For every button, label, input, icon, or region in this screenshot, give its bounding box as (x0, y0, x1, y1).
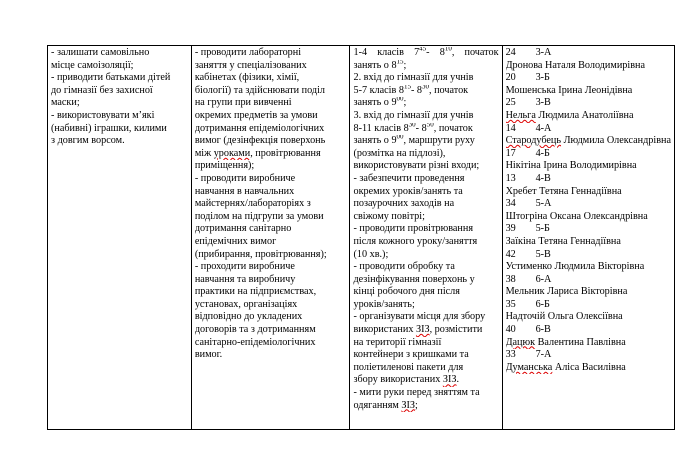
teacher-class-row (506, 173, 671, 186)
room-number: 33 (505, 349, 516, 361)
permission-line: епідемічних вимог (194, 235, 277, 247)
room-number: 24 (505, 47, 516, 58)
teacher-class-row (506, 249, 671, 262)
measure-line: кінці робочого дня після (353, 286, 460, 298)
teacher-name: Стародубець Людмила Олександрівна (505, 135, 671, 147)
prohibition-line: місце самоізоляції; (51, 59, 134, 71)
permissions-list (195, 47, 347, 362)
schedule-item-3-line-1: 3. вхід до гімназії для учнів (353, 109, 474, 121)
schedule-item-2-line-1: 2. вхід до гімназії для учнів (353, 72, 474, 84)
teacher-class-row (506, 198, 671, 211)
class-label: 6-Б (535, 298, 550, 310)
teacher-class-row (506, 97, 671, 110)
permission-line: вимог (дезінфекція поверхонь (194, 135, 326, 147)
permission-line: між уроками, провітрювання (194, 147, 321, 159)
permission-line: (прибирання, провітрювання); (194, 248, 327, 260)
teacher-class-row (506, 223, 671, 236)
teacher-class-row (506, 148, 671, 161)
prohibition-line: - використовувати м’які (51, 109, 155, 121)
measure-line: контейнери з кришками та (353, 349, 469, 361)
teacher-name: Думанська Аліса Василівна (505, 361, 626, 373)
teacher-name: Хребет Тетяна Геннадіївна (505, 185, 622, 197)
teacher-name: Мошенська Ірина Леонідівна (505, 84, 633, 96)
permission-line: санітарно-епідеміологічних (194, 336, 316, 348)
permission-line: установах, організаціях (194, 298, 298, 310)
permission-line: дотримання епідеміологічних (194, 122, 325, 134)
teacher-name: Надточій Ольга Олексіївна (505, 311, 623, 323)
teacher-name: Мельник Лариса Вікторівна (505, 286, 628, 298)
schedule-item-3-line-4: (розмітка на підлозі), (353, 147, 446, 159)
measure-line: - забезпечити проведення (353, 172, 465, 184)
teacher-name: Штогріна Оксана Олександрівна (505, 210, 648, 222)
room-number: 14 (505, 122, 516, 134)
prohibition-line: (набивні) іграшки, килими (51, 122, 167, 134)
entry-schedule-cell (350, 46, 502, 430)
class-label: 6-А (535, 273, 552, 285)
prohibition-line: - приводити батьками дітей (51, 72, 171, 84)
room-number: 13 (505, 172, 516, 184)
measure-line: - проводити провітрювання (353, 223, 474, 235)
teacher-class-row (506, 47, 671, 60)
teacher-class-row (506, 72, 671, 85)
teachers-cell (502, 46, 674, 430)
class-label: 3-Б (535, 72, 550, 84)
class-label: 5-В (535, 248, 551, 260)
prohibition-line: з довгим ворсом. (51, 135, 125, 147)
permission-line: навчання в навчальних (194, 185, 295, 197)
permission-line: договорів та з дотриманням (194, 324, 316, 336)
document-table (47, 45, 675, 430)
permission-line: біології) та здійснювати поділ (194, 84, 326, 96)
measure-line: (10 хв.); (353, 248, 389, 260)
measure-line: окремих уроків/занять та (353, 185, 463, 197)
teacher-name: Дацюк Валентина Павлівна (505, 336, 626, 348)
room-number: 42 (505, 248, 516, 260)
class-label: 6-В (535, 324, 551, 336)
teacher-class-row (506, 324, 671, 337)
room-number: 39 (505, 223, 516, 235)
room-number: 17 (505, 147, 516, 159)
room-number: 34 (505, 198, 516, 210)
measure-line: дезінфікування поверхонь у (353, 273, 475, 285)
teacher-name: Дронова Наталя Володимирівна (505, 59, 645, 71)
measure-line: - мити руки перед зняттям та (353, 387, 480, 399)
room-number: 40 (505, 324, 516, 336)
class-label: 7-А (535, 349, 552, 361)
permission-line: майстернях/лабораторіях з (194, 198, 311, 210)
measure-line: збору використаних ЗІЗ. (353, 374, 460, 386)
class-label: 3-В (535, 97, 551, 109)
permissions-cell (191, 46, 350, 430)
permission-line: дотримання санітарно (194, 223, 292, 235)
measure-line: одяганням ЗІЗ; (353, 399, 418, 411)
room-number: 38 (505, 273, 516, 285)
permission-line: відповідно до укладених (194, 311, 303, 323)
measure-line: використаних ЗІЗ, розмістити (353, 324, 483, 336)
room-number: 35 (505, 298, 516, 310)
measures-list (353, 173, 498, 412)
prohibition-line: маски; (51, 97, 80, 109)
prohibitions-cell (48, 46, 192, 430)
teacher-class-row (506, 274, 671, 287)
permission-line: приміщення); (194, 160, 255, 172)
table-row (48, 46, 675, 430)
class-label: 4-Б (535, 147, 550, 159)
schedule-item-3-line-3: занять о $9^{00}$, маршрути руху (353, 135, 475, 147)
prohibition-line: до гімназії без захисної (51, 84, 153, 96)
schedule-item-2-line-2: 5-7 класів $8^{15}-$ $8^{30}$, початок (353, 84, 469, 96)
room-number: 20 (505, 72, 516, 84)
teacher-class-row (506, 299, 671, 312)
permission-line: заняття у спеціалізованих (194, 59, 307, 71)
permission-line: - проходити виробниче (194, 261, 295, 273)
teacher-name: Устименко Людмила Вікторівна (505, 261, 645, 273)
schedule-item-3-line-5: використовувати різні входи; (353, 160, 480, 172)
teacher-class-row (506, 349, 671, 362)
teachers-list (506, 47, 671, 374)
measure-line: - проводити обробку та (353, 261, 455, 273)
schedule-item-3-line-2: 8-11 класів $8^{30}-$ $8^{50}$, початок (353, 122, 473, 134)
class-label: 4-В (535, 172, 551, 184)
class-label: 5-Б (535, 223, 550, 235)
permission-line: навчання та виробничу (194, 273, 296, 285)
prohibition-line: - залишати самовільно (51, 47, 150, 58)
teacher-class-row (506, 123, 671, 136)
teacher-name: Нікітіна Ірина Володимирівна (505, 160, 637, 172)
permission-line: вимог. (194, 349, 223, 361)
class-label: 3-А (535, 47, 552, 58)
permission-line: - проводити виробниче (194, 172, 296, 184)
class-label: 5-А (535, 198, 552, 210)
measure-line: поліетиленові пакети для (353, 361, 464, 373)
room-number: 25 (505, 97, 516, 109)
permission-line: - проводити лабораторні (194, 47, 302, 58)
permission-line: поділом на підгрупи за умови (194, 210, 324, 222)
measure-line: після кожного уроку/заняття (353, 235, 478, 247)
schedule-item-2-line-3: занять о $9^{00}$; (353, 97, 407, 109)
permission-line: окремих предметів за умови (194, 109, 318, 121)
measure-line: - організувати місця для збору (353, 311, 486, 323)
teacher-name: Заїкіна Тетяна Геннадіївна (505, 235, 621, 247)
class-label: 4-А (535, 122, 552, 134)
measure-line: уроків/занять; (353, 298, 415, 310)
permission-line: практики на підприємствах, (194, 286, 317, 298)
permission-line: кабінетах (фізики, хімії, (194, 72, 300, 84)
permission-line: на групи при вивченні (194, 97, 292, 109)
measure-line: свіжому повітрі; (353, 210, 425, 222)
measure-line: на території гімназії (353, 336, 442, 348)
measure-line: позаурочних заходів на (353, 198, 455, 210)
schedule-item-1-line-1: 1-4 класів $7^{45}-$ $8^{10}$, початок (353, 47, 499, 58)
schedule-item-1-line-2: занять о $8^{15}$; (353, 59, 407, 71)
teacher-name: Нельга Людмила Анатоліївна (505, 109, 634, 121)
prohibitions-list (51, 47, 188, 148)
